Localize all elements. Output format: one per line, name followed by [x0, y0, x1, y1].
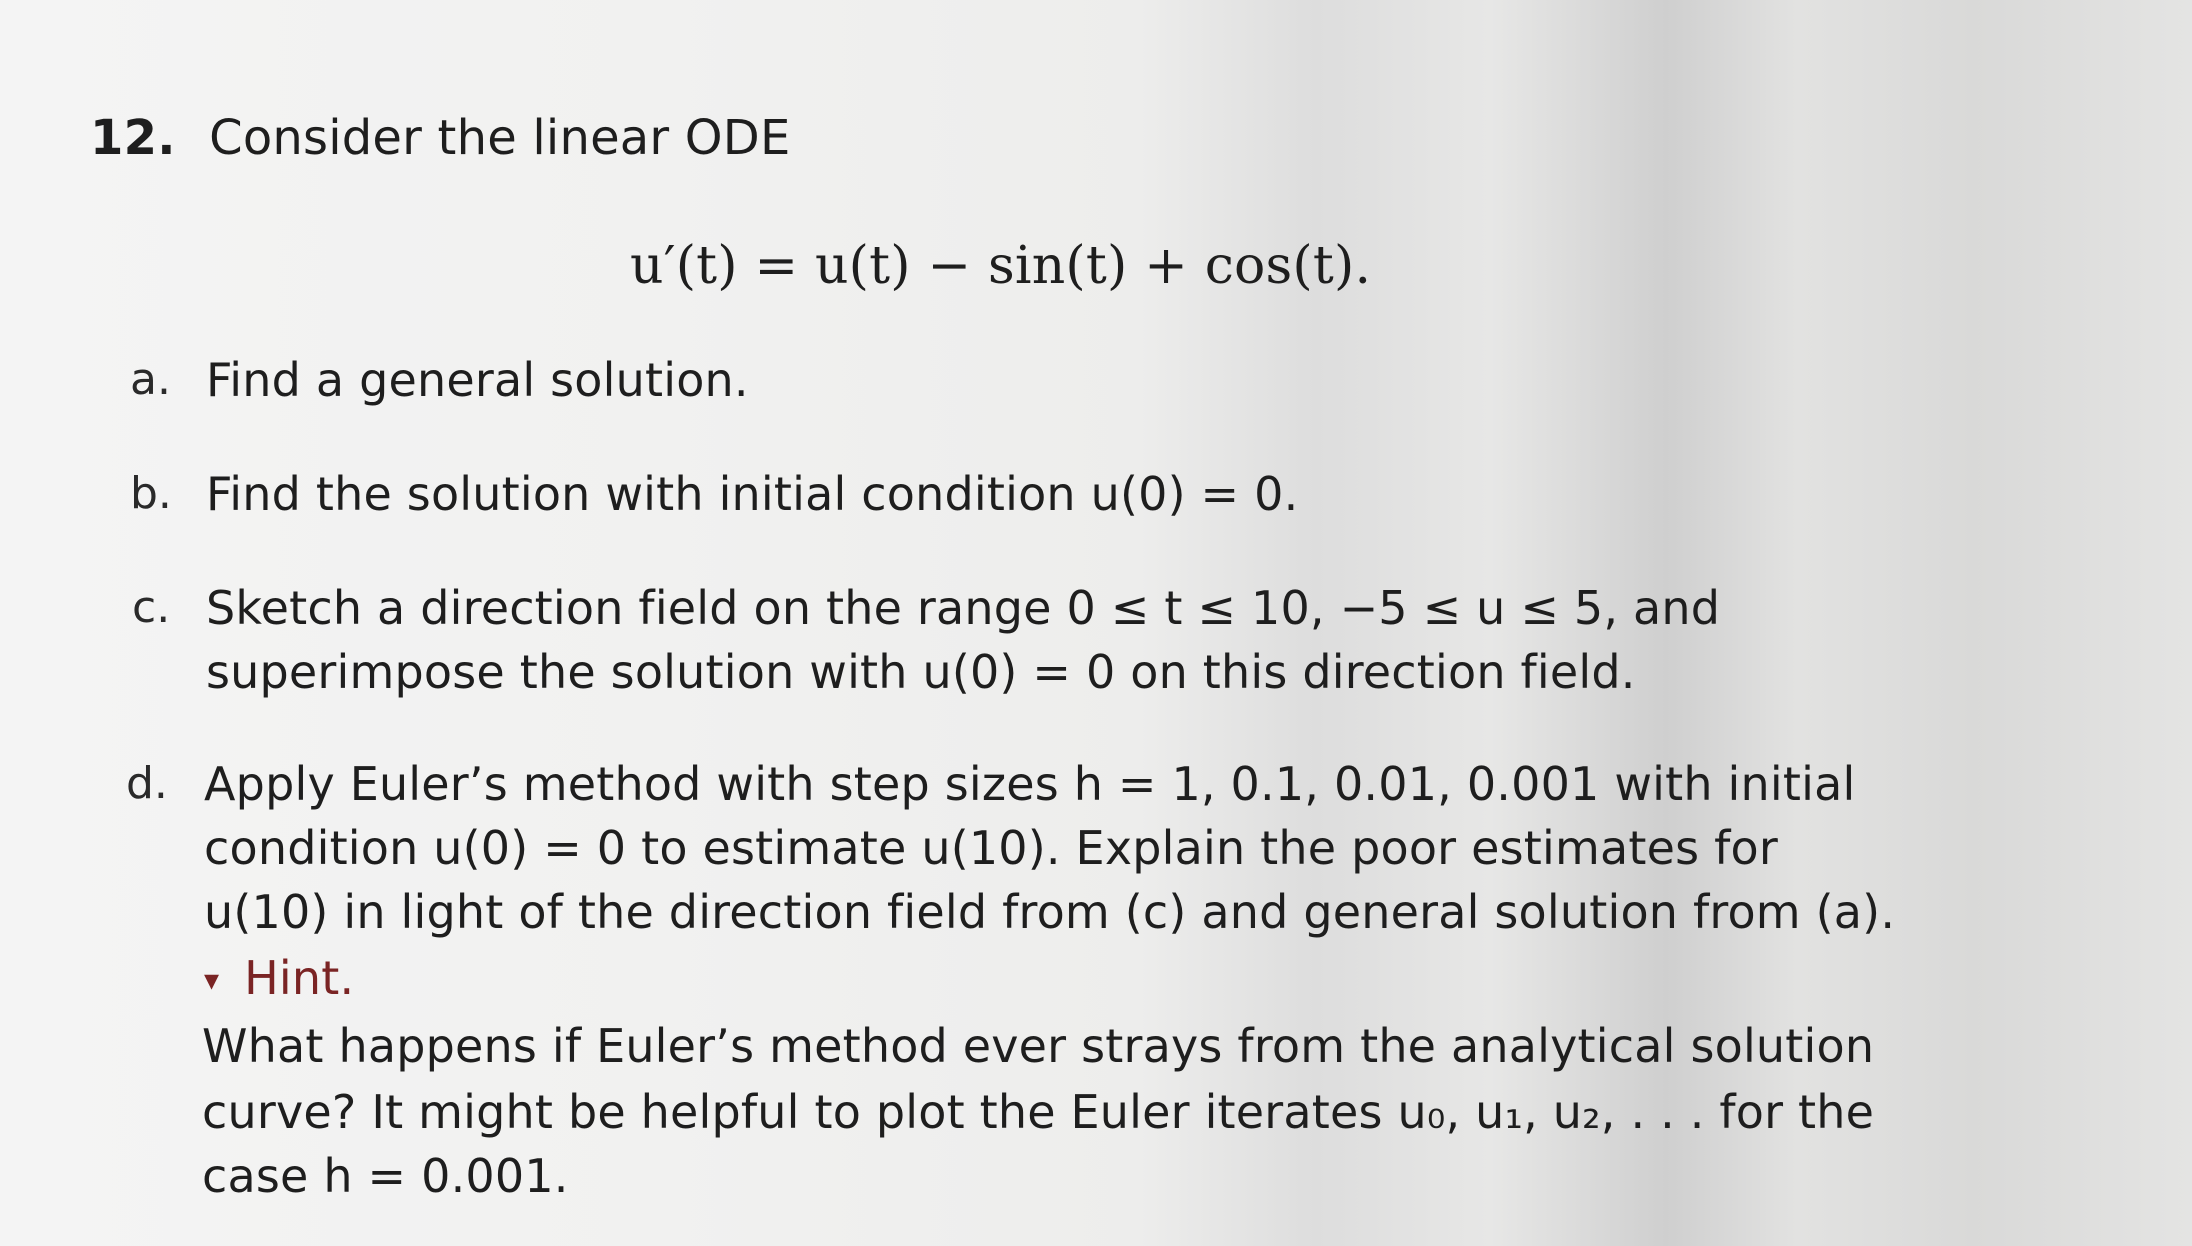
part-d-label: d. — [126, 758, 168, 809]
part-b-text: Find the solution with initial condition u(0) = 0. — [206, 467, 1299, 521]
problem-number: 12. — [90, 110, 176, 166]
hint-line-3: case h = 0.001. — [202, 1149, 569, 1203]
triangle-down-icon: ▾ — [204, 963, 220, 998]
part-a-label: a. — [130, 354, 171, 405]
part-a-text: Find a general solution. — [206, 353, 749, 407]
hint-line-1: What happens if Euler’s method ever strays from the analytical solution — [202, 1019, 1875, 1073]
part-d-line-1: Apply Euler’s method with step sizes h = 1, 0.1, 0.01, 0.001 with initial — [204, 757, 1856, 811]
hint-line-2: curve? It might be helpful to plot the Euler iterates u₀, u₁, u₂, . . . for the — [202, 1085, 1875, 1139]
ode-equation: u′(t) = u(t) − sin(t) + cos(t). — [630, 236, 1372, 296]
problem-intro: Consider the linear ODE — [209, 110, 791, 166]
hint-toggle[interactable] — [204, 950, 354, 1009]
part-c-line-1: Sketch a direction field on the range 0 ≤ t ≤ 10, −5 ≤ u ≤ 5, and — [206, 581, 1721, 635]
problem-header — [90, 110, 790, 166]
part-c-line-2: superimpose the solution with u(0) = 0 on this direction field. — [206, 645, 1636, 699]
part-d-line-2: condition u(0) = 0 to estimate u(10). Explain the poor estimates for — [204, 821, 1778, 875]
hint-label: Hint. — [244, 951, 355, 1005]
part-b-label: b. — [130, 468, 172, 519]
part-c-label: c. — [132, 582, 171, 633]
part-d-line-3: u(10) in light of the direction field from (c) and general solution from (a). — [204, 885, 1896, 939]
